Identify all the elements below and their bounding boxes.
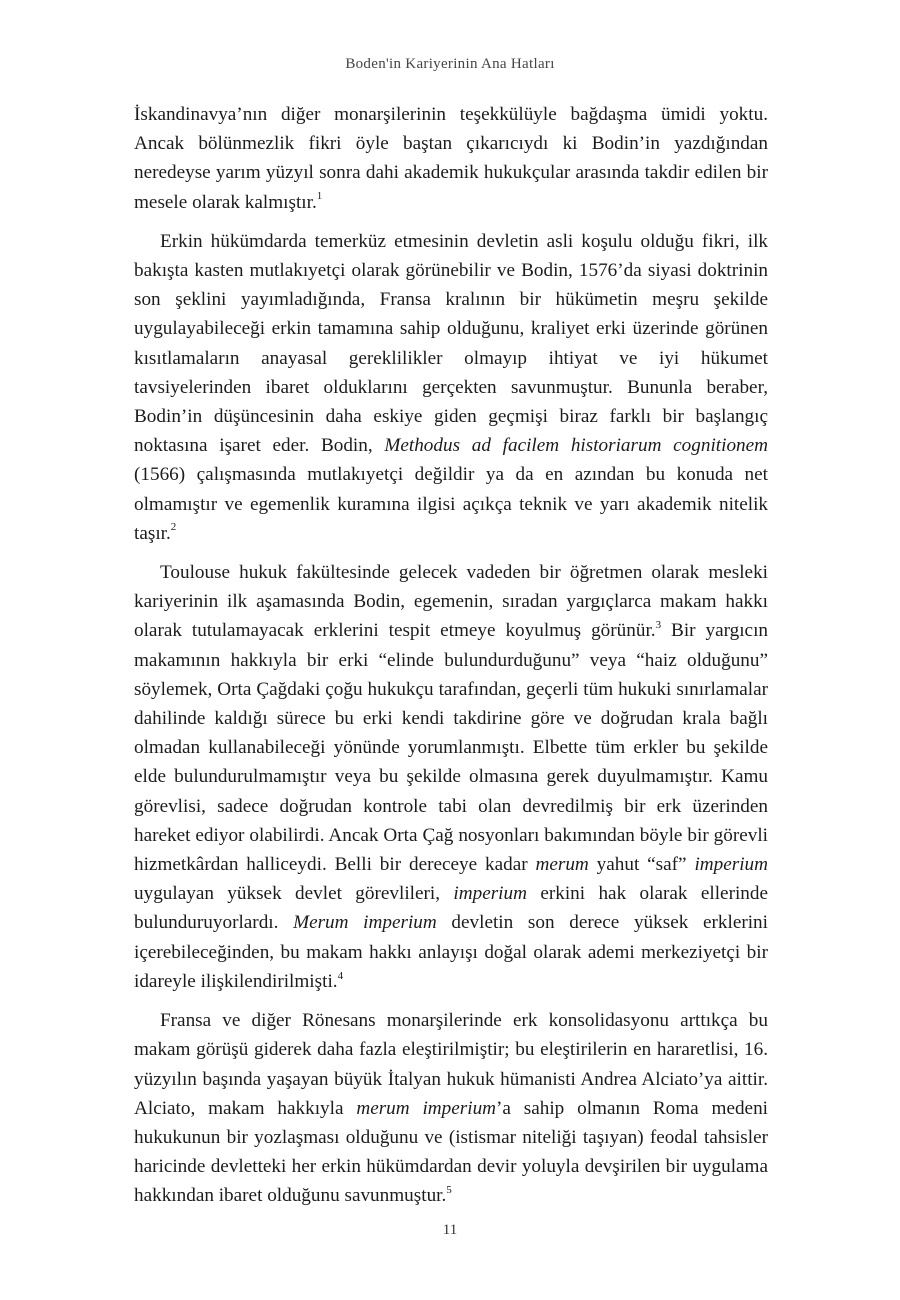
paragraph <box>134 558 768 996</box>
footnote-ref: 1 <box>316 190 323 203</box>
footnote-ref: 5 <box>446 1183 452 1196</box>
text-run: Fransa ve diğer Rönesans monarşilerinde erk konsolidasyonu arttıkça bu makam görüşü giderek daha fazla eleştirilmiştir; bu eleştirilerin en hararetlisi, 16. yüzyılın başında yaşayan büyük İtalyan hukuk hümanisti Andrea Alciato’ya aittir. Alciato, makam hakkıyla <box>134 1010 768 1119</box>
footnote-ref: 4 <box>337 969 344 982</box>
paragraph <box>134 1006 768 1210</box>
text-run: devletin son derece yüksek erklerini içerebileceğinden, bu makam hakkı anlayışı doğal olarak ademi merkeziyetçi bir idareyle ilişkilendirilmişti. <box>134 912 768 992</box>
text-run: erkini hak olarak ellerinde bulunduruyorlardı. <box>134 883 768 934</box>
body-text <box>134 100 768 1211</box>
paragraph <box>134 100 768 217</box>
italic-text: Merum imperium <box>293 912 437 934</box>
text-run: Toulouse hukuk fakültesinde gelecek vadeden bir öğretmen olarak mesleki kariyerinin ilk aşamasında Bodin, egemenin, sıradan yargıçlarca makam hakkı olarak tutulamayacak erklerini tespit etmeye koyulmuş görünür. <box>134 562 768 642</box>
footnote-ref: 2 <box>170 521 177 534</box>
page-number: 11 <box>442 1222 458 1238</box>
italic-text: Methodus ad facilem historiarum cognitionem <box>384 435 768 457</box>
text-run: Erkin hükümdarda temerküz etmesinin devletin asli koşulu olduğu fikri, ilk bakışta kasten mutlakıyetçi olarak görünebilir ve Bodin, 1576’da siyasi doktrinin son şeklini yayımladığında, Fransa kralının bir hükümetin meşru şekilde uygulayabileceği erkin tamamına sahip olduğunu, kraliyet erki üzerinde görünen kısıtlamaların anayasal gereklilikler olmayıp ihtiyat ve iyi hükumet tavsiyelerinden ibaret olduklarını gerçekten savunmuştur. Bununla beraber, Bodin’in düşüncesinin daha eskiye giden geçmişi biraz farklı bir başlangıç noktasına işaret eder. Bodin, <box>134 230 768 457</box>
running-head: Boden'in Kariyerinin Ana Hatları <box>345 56 555 72</box>
italic-text: imperium <box>694 854 768 876</box>
text-run: (1566) çalışmasında mutlakıyetçi değildir ya da en azından bu konuda net olmamıştır ve egemenlik kuramına ilgisi açıkça teknik ve yarı akademik nitelik taşır. <box>134 464 768 544</box>
text-run: yahut “saf” <box>588 854 695 876</box>
text-run: uygulayan yüksek devlet görevlileri, <box>134 883 454 905</box>
italic-text: merum imperium <box>356 1097 497 1119</box>
italic-text: imperium <box>453 883 527 905</box>
italic-text: merum <box>535 854 589 876</box>
text-run: Bir yargıcın makamının hakkıyla bir erki “elinde bulundurduğunu” veya “haiz olduğunu” söylemek, Orta Çağdaki çoğu hukukçu tarafından, geçerli tüm hukuki sınırlamalar dahilinde kaldığı sürece bu erki kendi takdirine göre ve doğrudan krala bağlı olmadan kullanabileceği yönünde yorumlanmıştı. Elbette tüm erkler bu şekilde elde bulundurulmamıştır veya bu şekilde olmasına gerek duyulmamıştır. Kamu görevlisi, sadece doğrudan kontrole tabi olan devredilmiş bir erk üzerinden hareket ediyor olabilirdi. Ancak Orta Çağ nosyonları bakımından böyle bir görevli hizmetkârdan halliceydi. Belli bir dereceye kadar <box>134 620 768 876</box>
text-run: ’a sahip olmanın Roma medeni hukukunun bir yozlaşması olduğunu ve (istismar niteliği taşıyan) feodal tahsisler haricinde devletteki her erkin hükümdardan devir yoluyla devşirilen bir uygulama hakkından ibaret olduğunu savunmuştur. <box>134 1097 768 1207</box>
paragraph <box>134 227 768 548</box>
footnote-ref: 3 <box>655 619 662 632</box>
text-run: İskandinavya’nın diğer monarşilerinin teşekkülüyle bağdaşma ümidi yoktu. Ancak bölünmezlik fikri öyle baştan çıkarıcıydı ki Bodin’in yazdığından neredeyse yarım yüzyıl sonra dahi akademik hukukçular arasında takdir edilen bir mesele olarak kalmıştır. <box>134 104 768 213</box>
